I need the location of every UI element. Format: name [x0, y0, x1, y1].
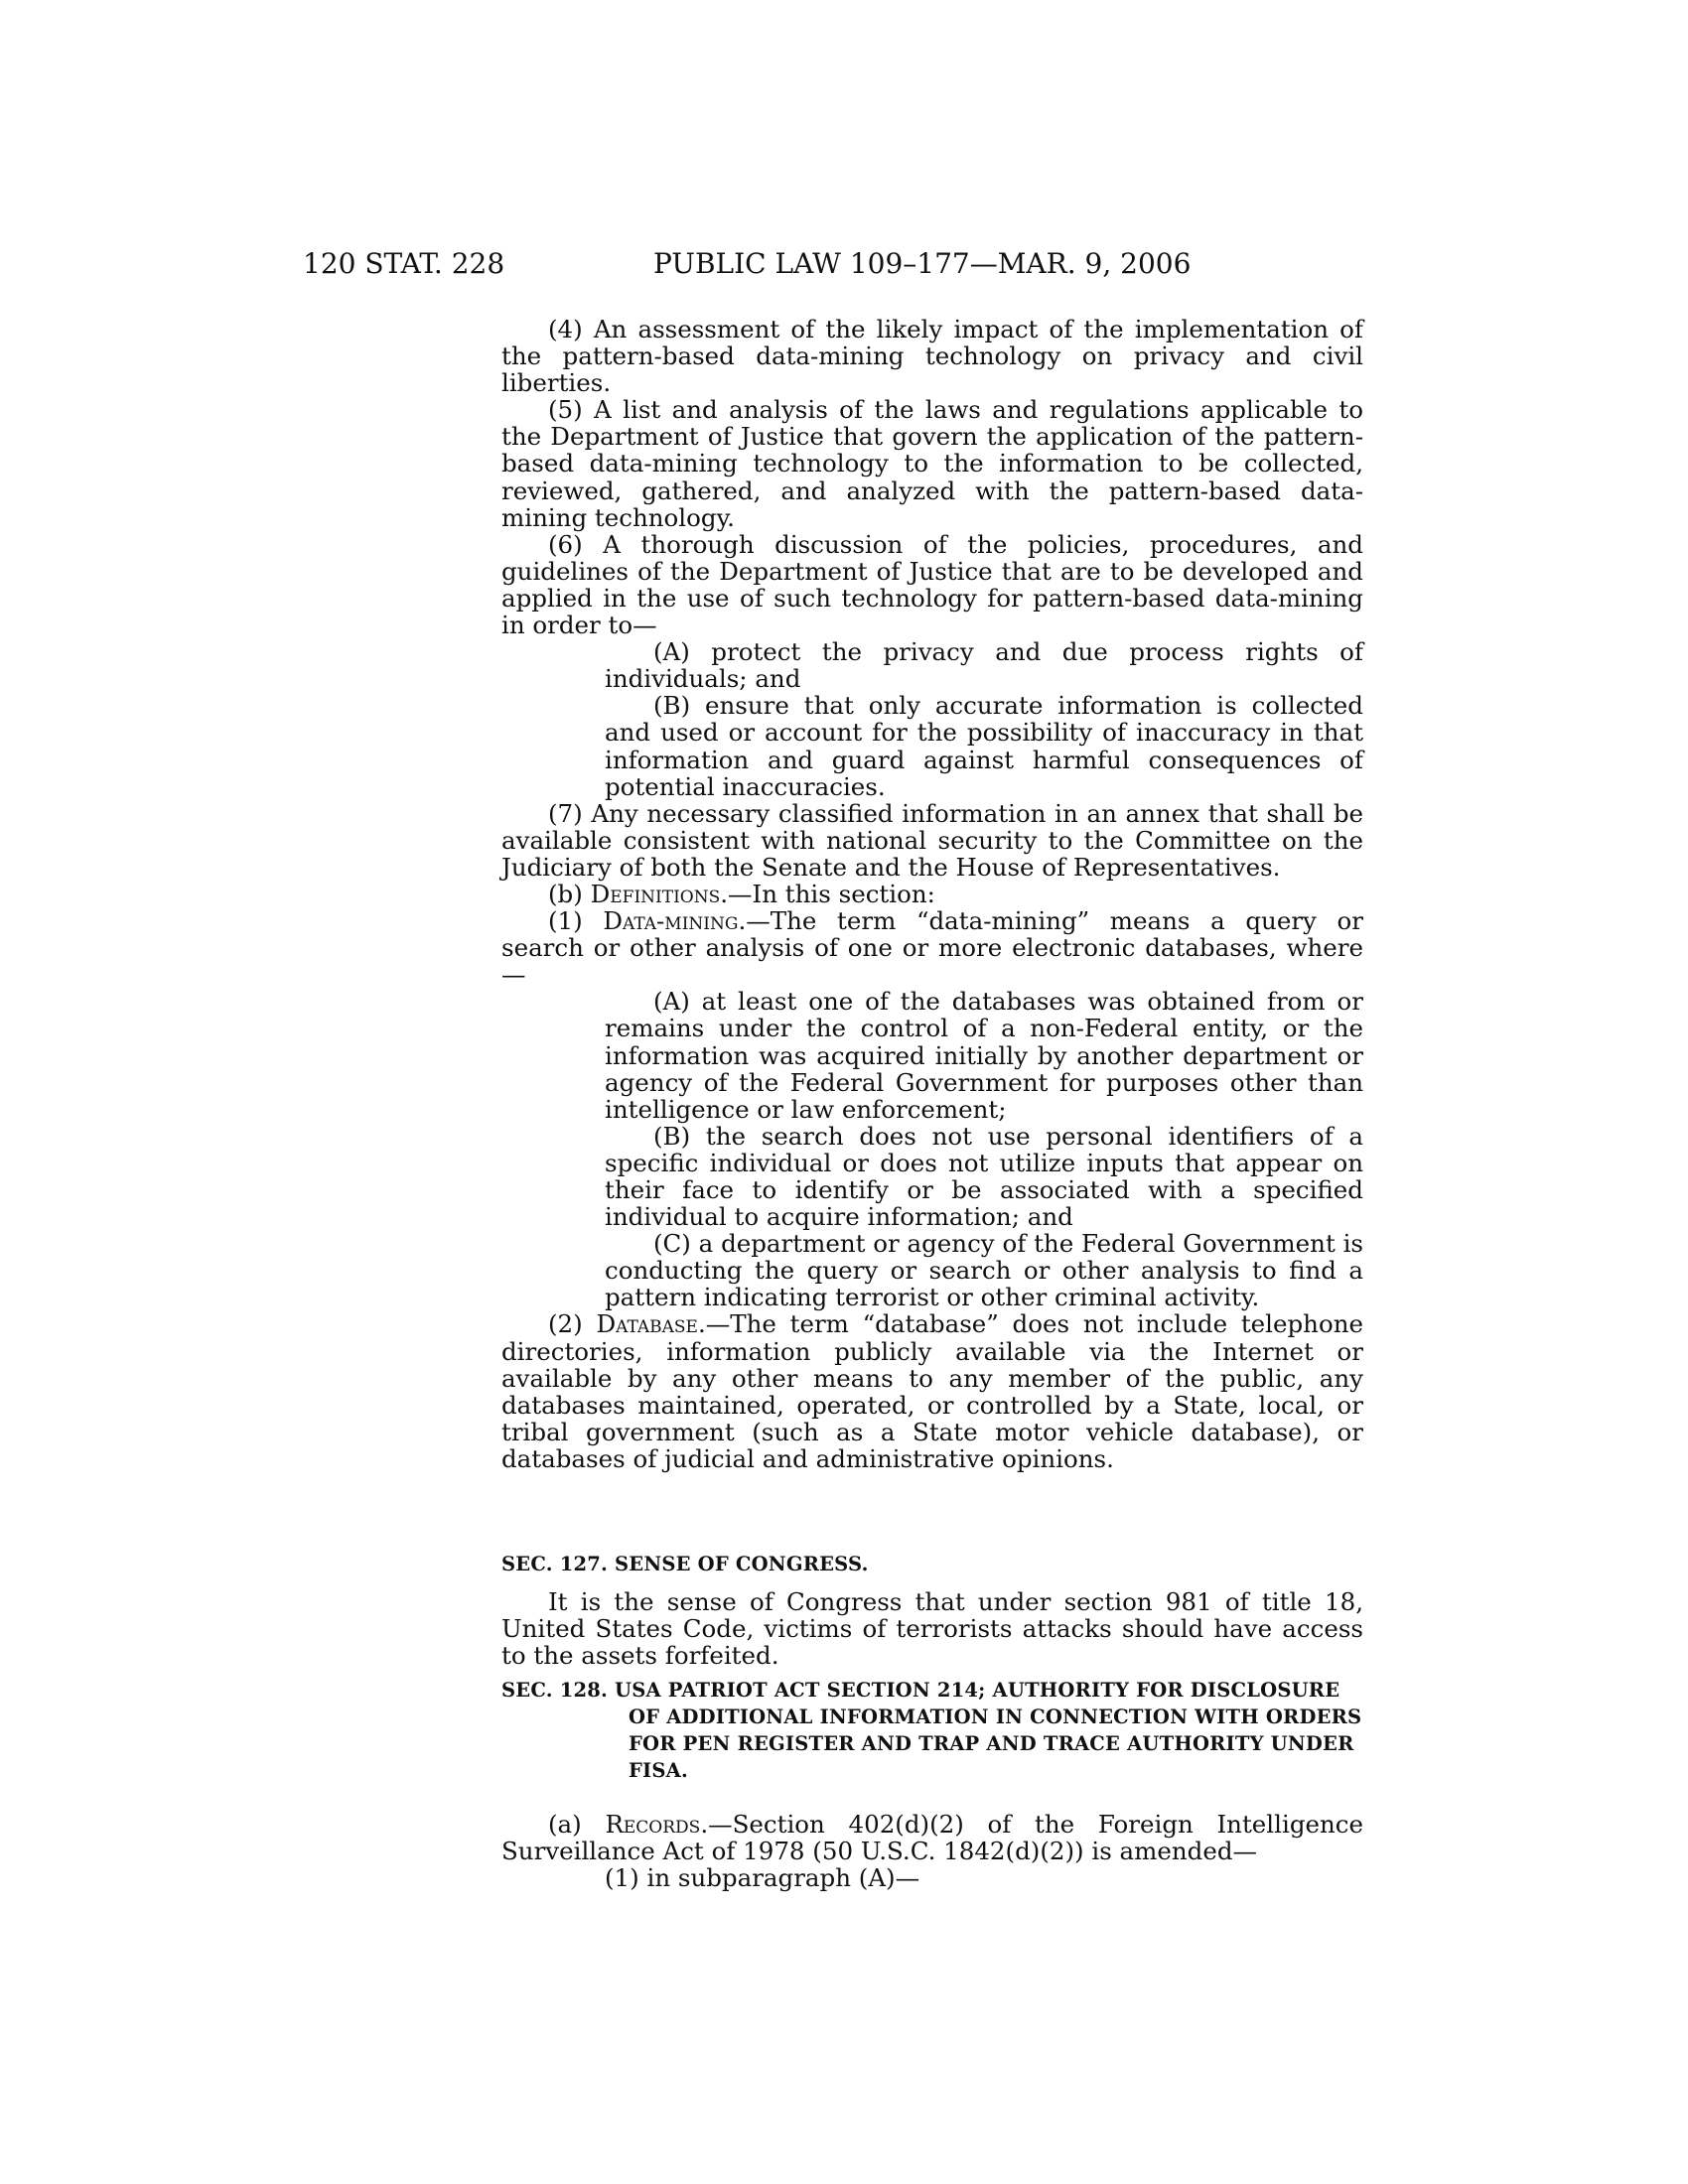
definition-data-mining-a: (A) at least one of the databases was obtained from or remains under the control of a non-Federal entity, or the information was acquired initially by another department or agency of the Federal Government for purposes other than intelligence or law enforcement;: [605, 987, 1363, 1124]
records-paragraph: [501, 1811, 1363, 1864]
data-mining-text: .—The term “data-mining” means a query or search or other analysis of one or more electronic databases, where—: [501, 906, 1363, 990]
data-mining-caption: Data-mining: [603, 906, 739, 936]
database-text: .—The term “database” does not include telephone directories, information publicly available via the Internet or available by any other means to any member of the public, any databases maintained, operated, or controlled by a State, local, or tribal government (such as a State motor vehicle database), or databases of judicial and administrative opinions.: [501, 1309, 1363, 1473]
item-6: (6) A thorough discussion of the policies, procedures, and guidelines of the Department of Justice that are to be developed and applied in the use of such technology for pattern-based data-mining in order to—: [501, 529, 1363, 640]
item-5: (5) A list and analysis of the laws and regulations applicable to the Department of Justice that govern the application of the pattern-based data-mining technology to the information to be collected, reviewed, gathered, and analyzed with the pattern-based data-mining technology.: [501, 395, 1363, 532]
records-text: .—Section 402(d)(2) of the Foreign Intelligence Surveillance Act of 1978 (50 U.S.C. 1842(d)(2)) is amended—: [501, 1810, 1363, 1866]
section-127-body: [501, 1588, 1363, 1669]
definitions-prefix: (b): [548, 879, 591, 908]
item-6-a: (A) protect the privacy and due process rights of individuals; and: [605, 637, 1363, 694]
item-7: (7) Any necessary classified information in an annex that shall be available consistent with national security to the Committee on the Judiciary of both the Senate and the House of Representatives.: [501, 798, 1363, 882]
law-title: PUBLIC LAW 109–177—MAR. 9, 2006: [653, 247, 1192, 280]
data-mining-prefix: (1): [548, 906, 604, 936]
stat-page-number: 120 STAT. 228: [303, 247, 505, 280]
section-126-continued: [501, 316, 1363, 1472]
definition-database: [501, 1310, 1363, 1472]
definitions-intro: [501, 881, 1363, 907]
definition-data-mining-b: (B) the search does not use personal identifiers of a specific individual or does not utilize inputs that appear on their face to identify or be associated with a specified individual to acquire information; and: [605, 1121, 1363, 1232]
item-4: (4) An assessment of the likely impact of the implementation of the pattern-based data-mining technology on privacy and civil liberties.: [501, 315, 1363, 398]
definitions-suffix: .—In this section:: [720, 879, 935, 908]
section-128-body: [501, 1811, 1363, 1891]
running-head: [303, 244, 1365, 284]
database-caption: Database: [596, 1309, 698, 1339]
definition-data-mining-c: (C) a department or agency of the Federal Government is conducting the query or search or other analysis to find a pattern indicating terrorist or other criminal activity.: [605, 1229, 1363, 1312]
section-128-heading: SEC. 128. USA PATRIOT ACT SECTION 214; AUTHORITY FOR DISCLOSURE OF ADDITIONAL INFORMATION IN CONNECTION WITH ORDERS FOR PEN REGISTER AND TRAP AND TRACE AUTHORITY UNDER FISA.: [501, 1679, 1362, 1782]
records-prefix: (a): [548, 1810, 606, 1839]
definition-data-mining: [501, 907, 1363, 988]
section-127-heading: SEC. 127. SENSE OF CONGRESS.: [501, 1553, 869, 1575]
database-prefix: (2): [548, 1309, 597, 1339]
records-caption: Records: [605, 1810, 701, 1839]
section-127-text: It is the sense of Congress that under section 981 of title 18, United States Code, victims of terrorists attacks should have access to the assets forfeited.: [501, 1587, 1363, 1671]
records-item-1: (1) in subparagraph (A)—: [605, 1863, 920, 1893]
item-6-b: (B) ensure that only accurate information is collected and used or account for the possibility of inaccuracy in that information and guard against harmful consequences of potential inaccuracies.: [605, 691, 1363, 801]
definitions-caption: Definitions: [590, 879, 721, 908]
